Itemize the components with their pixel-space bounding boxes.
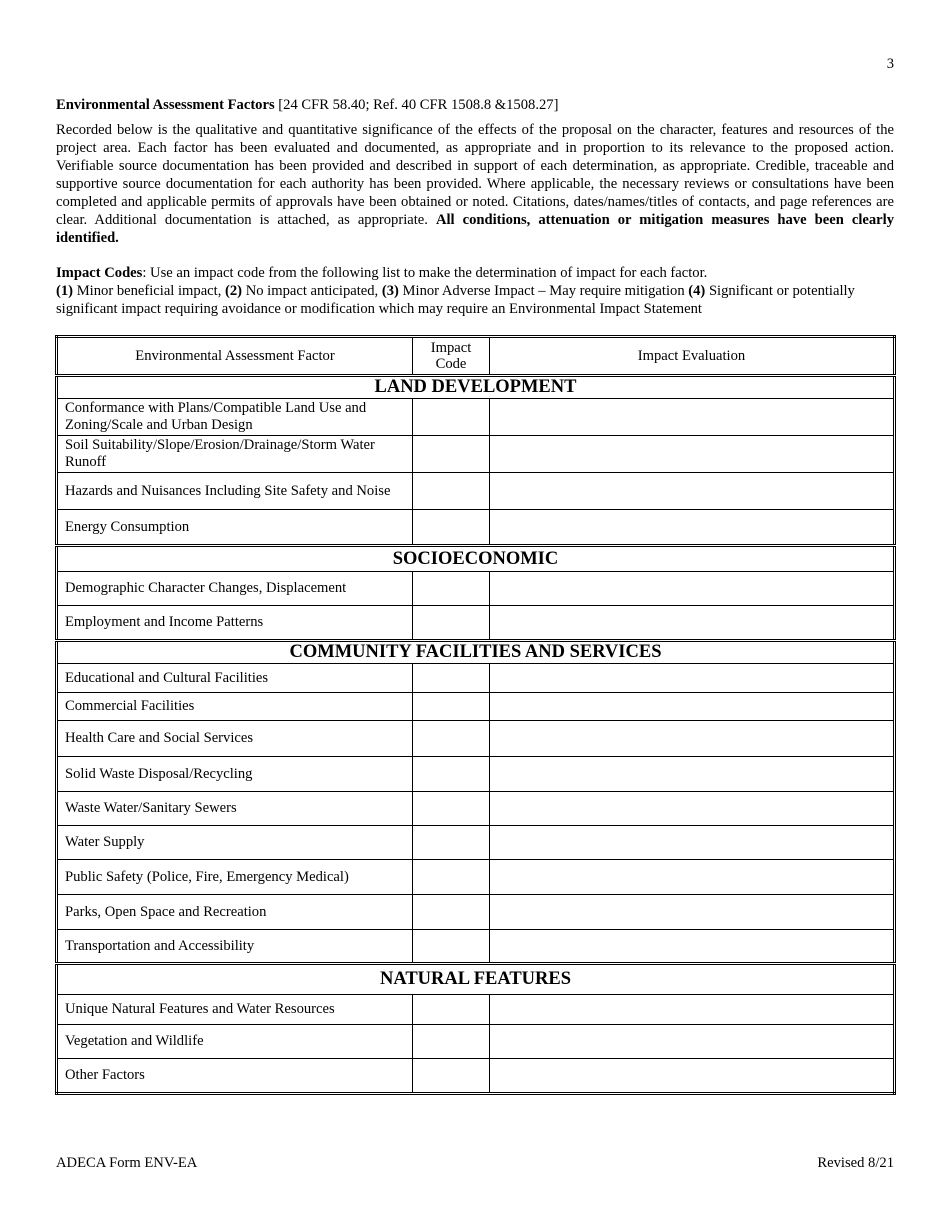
impact-evaluation-cell[interactable] <box>490 606 895 641</box>
factor-label: Vegetation and Wildlife <box>57 1025 413 1059</box>
impact-code-cell[interactable] <box>413 860 490 895</box>
code-4-text: Significant or potentially significant impact requiring avoidance or modification which may require an Environmental Impact Statement <box>56 283 855 317</box>
impact-code-cell[interactable] <box>413 1025 490 1059</box>
table-header-row <box>57 337 895 376</box>
impact-codes-label: Impact Codes <box>56 265 143 281</box>
table-row <box>57 1025 895 1059</box>
impact-code-cell[interactable] <box>413 1059 490 1094</box>
table-row <box>57 436 895 473</box>
impact-evaluation-cell[interactable] <box>490 826 895 860</box>
table-row <box>57 826 895 860</box>
header-evaluation: Impact Evaluation <box>490 337 895 376</box>
table-row <box>57 860 895 895</box>
impact-evaluation-cell[interactable] <box>490 473 895 510</box>
factor-label: Parks, Open Space and Recreation <box>57 895 413 930</box>
table-row <box>57 606 895 641</box>
code-1: 1 <box>60 283 69 299</box>
factor-label: Health Care and Social Services <box>57 721 413 757</box>
section-community-facilities <box>57 641 895 664</box>
footer-revision: Revised 8/21 <box>817 1155 894 1171</box>
intro-paragraph <box>56 121 894 247</box>
code-2: (2) <box>225 283 243 299</box>
impact-evaluation-cell[interactable] <box>490 930 895 964</box>
factor-label: Employment and Income Patterns <box>57 606 413 641</box>
impact-code-cell[interactable] <box>413 757 490 792</box>
assessment-table <box>55 335 896 1095</box>
impact-evaluation-cell[interactable] <box>490 995 895 1025</box>
table-row <box>57 473 895 510</box>
impact-code-cell[interactable] <box>413 826 490 860</box>
impact-code-cell[interactable] <box>413 572 490 606</box>
impact-evaluation-cell[interactable] <box>490 693 895 721</box>
impact-code-cell[interactable] <box>413 693 490 721</box>
impact-evaluation-cell[interactable] <box>490 860 895 895</box>
table-row <box>57 792 895 826</box>
impact-codes-intro: : Use an impact code from the following list to make the determination of impact for each factor. <box>142 265 708 281</box>
impact-code-cell[interactable] <box>413 473 490 510</box>
heading-title: Environmental Assessment Factors <box>56 97 275 113</box>
code-3: (3) <box>381 283 399 299</box>
impact-code-cell[interactable] <box>413 606 490 641</box>
impact-evaluation-cell[interactable] <box>490 1025 895 1059</box>
code-2-text: No impact anticipated, <box>242 283 382 299</box>
table-row <box>57 930 895 964</box>
impact-evaluation-cell[interactable] <box>490 895 895 930</box>
impact-code-cell[interactable] <box>413 930 490 964</box>
impact-evaluation-cell[interactable] <box>490 664 895 693</box>
heading-reference: [24 CFR 58.40; Ref. 40 CFR 1508.8 &1508.27] <box>274 97 559 113</box>
table-row <box>57 995 895 1025</box>
table-row <box>57 895 895 930</box>
factor-label: Hazards and Nuisances Including Site Safety and Noise <box>57 473 413 510</box>
section-title: LAND DEVELOPMENT <box>57 376 895 399</box>
factor-label: Unique Natural Features and Water Resources <box>57 995 413 1025</box>
impact-evaluation-cell[interactable] <box>490 572 895 606</box>
table-row <box>57 1059 895 1094</box>
section-title: COMMUNITY FACILITIES AND SERVICES <box>57 641 895 664</box>
section-natural-features <box>57 964 895 995</box>
impact-evaluation-cell[interactable] <box>490 510 895 546</box>
factor-label: Waste Water/Sanitary Sewers <box>57 792 413 826</box>
impact-code-cell[interactable] <box>413 721 490 757</box>
factor-label: Educational and Cultural Facilities <box>57 664 413 693</box>
factor-label: Water Supply <box>57 826 413 860</box>
factor-label: Public Safety (Police, Fire, Emergency Medical) <box>57 860 413 895</box>
code-1-text: Minor beneficial impact, <box>73 283 226 299</box>
table-row <box>57 721 895 757</box>
factor-label: Energy Consumption <box>57 510 413 546</box>
impact-evaluation-cell[interactable] <box>490 757 895 792</box>
factor-label: Conformance with Plans/Compatible Land Use and Zoning/Scale and Urban Design <box>57 399 413 436</box>
header-factor: Environmental Assessment Factor <box>57 337 413 376</box>
intro-text: Recorded below is the qualitative and quantitative significance of the effects of the proposal on the character, features and resources of the project area. Each factor has been evaluated and documented, as appropriate and in proportion to its relevance to the proposed action. Verifiable source documentation has been provided and described in support of each determination, as appropriate. Credible, traceable and supportive source documentation for each authority has been provided. Where applicable, the necessary reviews or consultations have been completed and applicable permits of approvals have been obtained or noted. Citations, dates/names/titles of contacts, and page references are clear. Additional documentation is attached, as appropriate. <box>56 122 894 228</box>
table-row <box>57 510 895 546</box>
factor-label: Transportation and Accessibility <box>57 930 413 964</box>
factor-label: Commercial Facilities <box>57 693 413 721</box>
impact-code-cell[interactable] <box>413 664 490 693</box>
impact-evaluation-cell[interactable] <box>490 399 895 436</box>
section-heading <box>56 96 894 114</box>
section-title: NATURAL FEATURES <box>57 964 895 995</box>
code-3-text: Minor Adverse Impact – May require mitigation <box>398 283 689 299</box>
section-socioeconomic <box>57 546 895 572</box>
impact-evaluation-cell[interactable] <box>490 1059 895 1094</box>
impact-code-cell[interactable] <box>413 436 490 473</box>
impact-codes: Impact Codes: Use an impact code from the following list to make the determination of impact for each factor. (1) Minor beneficial impact, (2) No impact anticipated, (3) Minor Adverse Impact – May require mitigation (4) Significant or potentially significant impact requiring avoidance or modification which may require an Environmental Impact Statement <box>56 265 855 317</box>
impact-code-cell[interactable] <box>413 510 490 546</box>
intro-bold-text: All conditions, attenuation or mitigation measures have been clearly identified. <box>56 212 894 246</box>
impact-code-cell[interactable] <box>413 399 490 436</box>
impact-code-cell[interactable] <box>413 995 490 1025</box>
impact-evaluation-cell[interactable] <box>490 721 895 757</box>
impact-evaluation-cell[interactable] <box>490 436 895 473</box>
table-row <box>57 664 895 693</box>
section-title: SOCIOECONOMIC <box>57 546 895 572</box>
footer-form-id: ADECA Form ENV-EA <box>56 1155 198 1171</box>
factor-label: Other Factors <box>57 1059 413 1094</box>
impact-code-cell[interactable] <box>413 895 490 930</box>
factor-label: Demographic Character Changes, Displacement <box>57 572 413 606</box>
table-row <box>57 572 895 606</box>
page-number: 3 <box>886 56 894 72</box>
section-land-development <box>57 376 895 399</box>
code-4: (4) <box>688 283 706 299</box>
table-row <box>57 399 895 436</box>
header-code: Impact Code <box>413 337 490 376</box>
impact-code-cell[interactable] <box>413 792 490 826</box>
table-row <box>57 693 895 721</box>
table-row <box>57 757 895 792</box>
factor-label: Soil Suitability/Slope/Erosion/Drainage/Storm Water Runoff <box>57 436 413 473</box>
factor-label: Solid Waste Disposal/Recycling <box>57 757 413 792</box>
impact-evaluation-cell[interactable] <box>490 792 895 826</box>
